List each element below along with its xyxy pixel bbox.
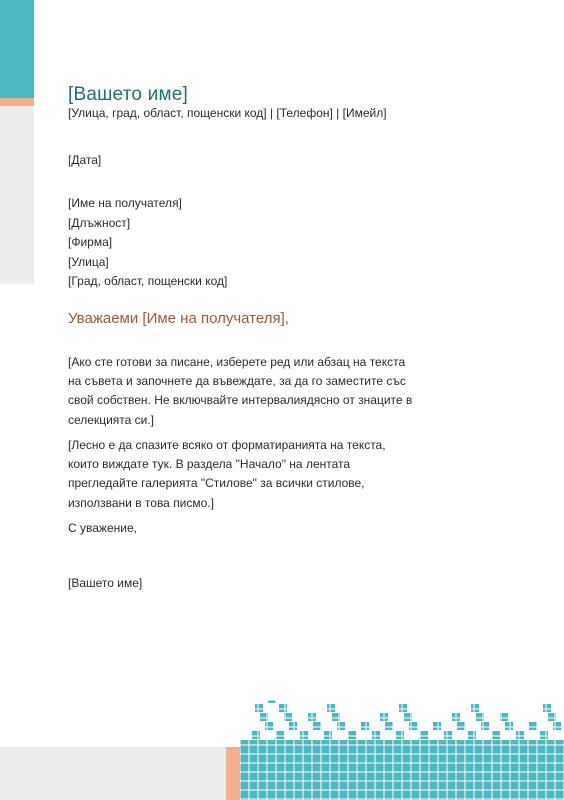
recipient-title[interactable]: [Длъжност] xyxy=(68,215,131,230)
salutation[interactable]: Уважаеми [Име на получателя], xyxy=(68,310,289,327)
footer-gray-band xyxy=(0,747,226,800)
body-paragraph-2-line: които виждате тук. В раздела "Начало" на лентата xyxy=(68,457,351,472)
footer-pixel-pattern xyxy=(240,700,564,800)
sender-name[interactable]: [Вашето име] xyxy=(68,84,188,105)
left-accent-bar-teal xyxy=(0,0,34,98)
recipient-company[interactable]: [Фирма] xyxy=(68,235,113,249)
closing[interactable]: С уважение, xyxy=(68,521,137,535)
body-paragraph-2-line: [Лесно е да спазите всяко от форматиранията на текста, xyxy=(68,438,386,452)
body-paragraph-2-line: използвани в това писмо.] xyxy=(68,495,214,510)
recipient-name[interactable]: [Име на получателя] xyxy=(68,196,182,210)
body-paragraph-1[interactable] xyxy=(68,353,448,430)
sender-contact-info[interactable]: [Улица, град, област, пощенски код] | [Телефон] | [Имейл] xyxy=(68,106,387,120)
footer-peach-stripe xyxy=(226,747,240,800)
left-accent-bar-gray xyxy=(0,106,34,284)
recipient-street[interactable]: [Улица] xyxy=(68,254,109,269)
signature[interactable]: [Вашето име] xyxy=(68,576,143,590)
left-accent-bar-peach xyxy=(0,98,34,106)
date-field[interactable]: [Дата] xyxy=(68,153,102,167)
body-paragraph-1-line: [Ако сте готови за писане, изберете ред или абзац на текста xyxy=(68,355,406,369)
body-paragraph-1-line: свой собствен. Не включвайте интервалиядясно от знаците в xyxy=(68,393,413,408)
recipient-block xyxy=(68,194,227,292)
body-paragraph-1-line: на съвета и започнете да въвеждате, за да го заместите със xyxy=(68,374,406,389)
recipient-city[interactable]: [Град, област, пощенски код] xyxy=(68,274,228,288)
body-paragraph-2-line: прегледайте галерията "Стилове" за всички стилове, xyxy=(68,476,365,491)
body-paragraph-2[interactable] xyxy=(68,436,448,513)
body-paragraph-1-line: селекцията си.] xyxy=(68,412,155,427)
